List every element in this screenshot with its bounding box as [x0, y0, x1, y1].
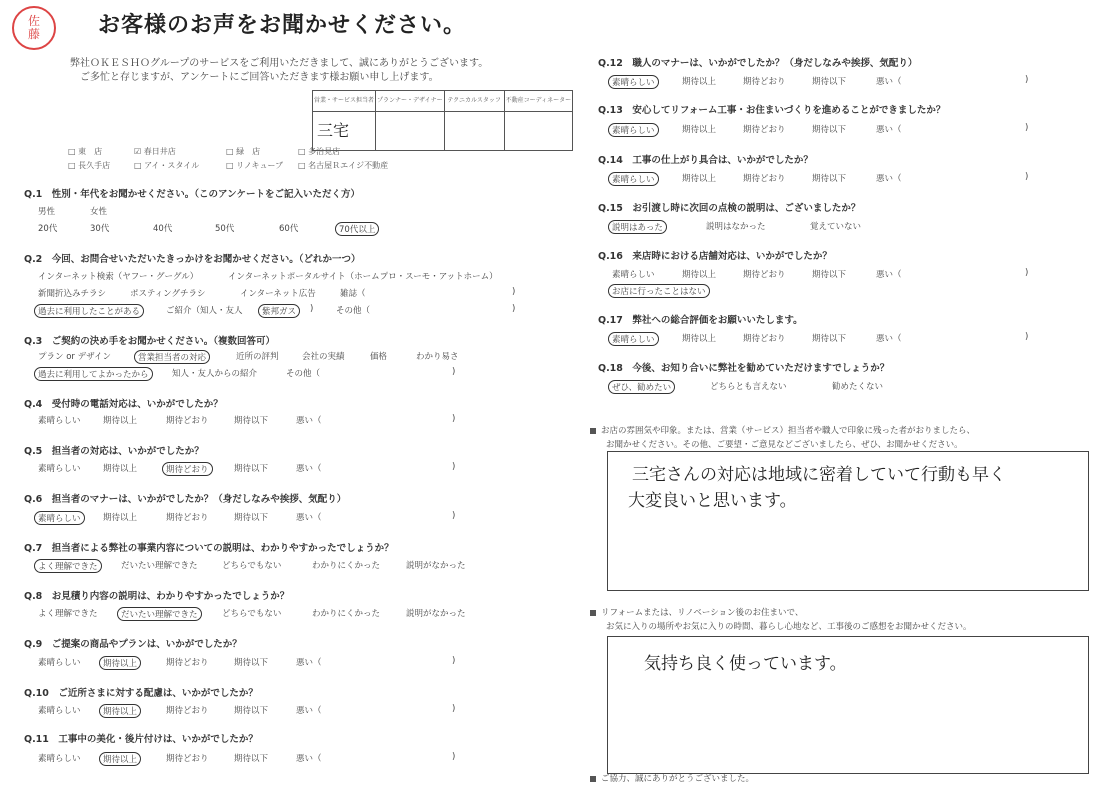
answer-option[interactable]: 女性 [90, 207, 108, 217]
square-bullet-icon [590, 776, 596, 782]
square-bullet-icon [590, 428, 596, 434]
answer-option[interactable]: どちらでもない [222, 561, 282, 571]
question-q18: Q.18 今後、お知り合いに弊社を勧めていただけますでしょうか？ [598, 360, 889, 374]
answer-option[interactable]: 勧めたくない [832, 382, 884, 392]
answer-option[interactable]: その他（ [286, 369, 321, 379]
answer-option[interactable]: 期待以下 [812, 77, 847, 87]
answer-option[interactable]: 悪い（ [296, 658, 322, 668]
selected-option[interactable]: だいたい理解できた [117, 607, 202, 621]
answer-option[interactable]: 期待以下 [234, 416, 269, 426]
answer-option[interactable]: 期待どおり [743, 334, 786, 344]
answer-option[interactable]: 期待以下 [234, 464, 269, 474]
close-paren: ) [452, 462, 456, 472]
answer-option[interactable]: 20代 [38, 224, 58, 234]
answer-option[interactable]: 期待どおり [166, 706, 209, 716]
answer-option[interactable]: 説明がなかった [406, 561, 466, 571]
selected-option[interactable]: 70代以上 [335, 222, 379, 236]
answer-option[interactable]: 悪い（ [296, 464, 322, 474]
selected-option[interactable]: 素晴らしい [608, 75, 659, 89]
question-q9: Q.9 ご提案の商品やプランは、いかがでしたか？ [24, 636, 242, 650]
answer-option[interactable]: 期待以上 [682, 125, 717, 135]
answer-option[interactable]: 期待以下 [234, 513, 269, 523]
close-paren: ) [452, 752, 456, 762]
page-title: お客様のお声をお聞かせください。 [98, 13, 467, 38]
question-q1: Q.1 性別・年代をお聞かせください。（このアンケートをご記入いただく方） [24, 186, 360, 200]
answer-option[interactable]: 会社の実績 [302, 352, 345, 362]
question-q15: Q.15 お引渡し時に次回の点検の説明は、ございましたか？ [598, 200, 860, 214]
close-paren: ) [452, 511, 456, 521]
selected-option[interactable]: よく理解できた [34, 559, 102, 573]
answer-option[interactable]: 期待以下 [234, 706, 269, 716]
question-q16: Q.16 来店時における店舗対応は、いかがでしたか？ [598, 248, 832, 262]
comment2-label-1: リフォームまたは、リノベーション後のお住まいで、 [590, 606, 803, 618]
branch-option[interactable]: □ 緑 店 [226, 147, 261, 156]
answer-option[interactable]: 価格 [370, 352, 388, 362]
close-paren: ) [1025, 172, 1029, 182]
intro-line-1: 弊社ＯＫＥＳＨＯグループのサービスをご利用いただきまして、誠にありがとうございます。 [70, 58, 489, 69]
close-paren: ) [452, 656, 456, 666]
answer-option[interactable]: 50代 [215, 224, 235, 234]
answer-option[interactable]: 男性 [38, 207, 56, 217]
branch-option[interactable]: ☑ 春日井店 [134, 147, 176, 156]
answer-option[interactable]: 悪い（ [876, 270, 902, 280]
selected-option[interactable]: 素晴らしい [608, 332, 659, 346]
answer-option[interactable]: 期待以上 [103, 513, 138, 523]
answer-option[interactable]: 期待以上 [103, 416, 138, 426]
answer-option[interactable]: 覚えていない [810, 222, 862, 232]
branch-option[interactable]: □ アイ・スタイル [134, 161, 200, 170]
answer-option[interactable]: 期待以上 [103, 464, 138, 474]
answer-option[interactable]: わかり易さ [416, 352, 459, 362]
answer-option[interactable]: わかりにくかった [312, 561, 381, 571]
answer-option[interactable]: 期待以上 [682, 174, 717, 184]
answer-option[interactable]: どちらとも言えない [710, 382, 787, 392]
question-q12: Q.12 職人のマナーは、いかがでしたか？（身だしなみや挨拶、気配り） [598, 55, 917, 69]
comment1-answer-line-2: 大変良いと思います。 [628, 491, 797, 511]
selected-option[interactable]: 説明はあった [608, 220, 667, 234]
selected-option[interactable]: お店に行ったことはない [608, 284, 710, 298]
answer-option[interactable]: 悪い（ [876, 125, 902, 135]
answer-option[interactable]: 期待以下 [812, 174, 847, 184]
answer-option[interactable]: 素晴らしい [38, 754, 81, 764]
square-bullet-icon [590, 610, 596, 616]
question-q6: Q.6 担当者のマナーは、いかがでしたか？（身だしなみや挨拶、気配り） [24, 491, 346, 505]
answer-option[interactable]: 期待どおり [166, 513, 209, 523]
answer-option[interactable]: 期待どおり [743, 174, 786, 184]
answer-option[interactable]: 期待以上 [682, 77, 717, 87]
close-paren: ) [452, 704, 456, 714]
answer-option[interactable]: 素晴らしい [38, 658, 81, 668]
answer-option[interactable]: 期待どおり [166, 754, 209, 764]
answer-option[interactable]: ご紹介（知人・友人 [166, 306, 243, 316]
answer-option[interactable]: インターネット検索（ヤフー・グーグル） [38, 272, 199, 282]
comment1-box[interactable] [607, 451, 1089, 591]
selected-option[interactable]: 期待以上 [99, 752, 141, 766]
branch-option[interactable]: □ 東 店 [68, 147, 103, 156]
answer-option[interactable]: 知人・友人からの紹介 [172, 369, 258, 379]
branch-option[interactable]: □ 名古屋Ｒエイジ不動産 [298, 161, 389, 170]
close-paren: ) [1025, 123, 1029, 133]
answer-option[interactable]: 期待どおり [743, 77, 786, 87]
close-paren: ) [1025, 268, 1029, 278]
question-q7: Q.7 担当者による弊社の事業内容についての説明は、わかりやすかったでしょうか？ [24, 540, 394, 554]
answer-option[interactable]: 期待どおり [166, 416, 209, 426]
answer-option[interactable]: 期待以下 [234, 658, 269, 668]
answer-option[interactable]: わかりにくかった [312, 609, 381, 619]
selected-option[interactable]: 素晴らしい [34, 511, 85, 525]
selected-option[interactable]: 過去に利用してよかったから [34, 367, 153, 381]
answer-option[interactable]: 新聞折込みチラシ [38, 289, 107, 299]
answer-option[interactable]: 素晴らしい [612, 270, 655, 280]
answer-option[interactable]: 期待以上 [682, 334, 717, 344]
staff-header: テクニカルスタッフ [444, 91, 504, 112]
answer-option[interactable]: 期待どおり [166, 658, 209, 668]
question-q3: Q.3 ご契約の決め手をお聞かせください。（複数回答可） [24, 333, 275, 347]
question-q17: Q.17 弊社への総合評価をお願いいたします。 [598, 312, 803, 326]
close-paren: ) [1025, 75, 1029, 85]
selected-option[interactable]: 素晴らしい [608, 172, 659, 186]
question-q14: Q.14 工事の仕上がり具合は、いかがでしたか？ [598, 152, 813, 166]
answer-option[interactable]: 期待以下 [812, 125, 847, 135]
staff-header: 不動産コーディネーター [504, 91, 573, 112]
answer-option[interactable]: 悪い（ [296, 416, 322, 426]
comment2-answer-line-1: 気持ち良く使っています。 [644, 654, 847, 674]
seal-stamp: 佐 藤 [12, 6, 56, 50]
close-paren: ) [310, 304, 314, 314]
close-paren: ) [512, 304, 516, 314]
branch-option[interactable]: □ リノキューブ [226, 161, 284, 170]
staff-value[interactable] [444, 112, 504, 151]
answer-option[interactable]: 期待以下 [234, 754, 269, 764]
question-q11: Q.11 工事中の美化・後片付けは、いかがでしたか？ [24, 731, 258, 745]
question-q10: Q.10 ご近所さまに対する配慮は、いかがでしたか？ [24, 685, 258, 699]
question-q5: Q.5 担当者の対応は、いかがでしたか？ [24, 443, 204, 457]
branch-option[interactable]: □ 多治見店 [298, 147, 341, 156]
selected-option[interactable]: 営業担当者の対応 [134, 350, 210, 364]
answer-option[interactable]: 悪い（ [296, 754, 322, 764]
comment2-label-2: お気に入りの場所やお気に入りの時間、暮らし心地など、工事後のご感想をお聞かせください。 [606, 622, 972, 632]
answer-option[interactable]: 期待以下 [812, 270, 847, 280]
answer-option[interactable]: 説明はなかった [706, 222, 766, 232]
answer-option[interactable]: どちらでもない [222, 609, 282, 619]
staff-value[interactable] [504, 112, 573, 151]
selected-option[interactable]: ぜひ、勧めたい [608, 380, 675, 394]
question-q4: Q.4 受付時の電話対応は、いかがでしたか？ [24, 396, 223, 410]
question-q13: Q.13 安心してリフォーム工事・お住まいづくりを進めることができましたか？ [598, 102, 945, 116]
selected-option[interactable]: 期待以上 [99, 704, 141, 718]
comment1-label-1: お店の雰囲気や印象。または、営業（サービス）担当者や職人で印象に残った者がおりましたら、 [590, 424, 975, 436]
close-paren: ) [452, 367, 456, 377]
staff-value[interactable]: 三宅 [313, 112, 376, 151]
answer-option[interactable]: 近所の評判 [236, 352, 279, 362]
comment1-answer-line-1: 三宅さんの対応は地域に密着していて行動も早く [632, 465, 1006, 485]
selected-option[interactable]: 紫邦ガス [258, 304, 300, 318]
answer-option[interactable]: 期待以上 [682, 270, 717, 280]
answer-option[interactable]: 60代 [279, 224, 299, 234]
staff-header: プランナー・デザイナー [376, 91, 445, 112]
comment2-box[interactable] [607, 636, 1089, 774]
staff-table [312, 90, 573, 151]
selected-option[interactable]: 過去に利用したことがある [34, 304, 144, 318]
staff-value[interactable] [376, 112, 445, 151]
answer-option[interactable]: プラン or デザイン [38, 352, 112, 362]
answer-option[interactable]: 40代 [153, 224, 173, 234]
answer-option[interactable]: 素晴らしい [38, 464, 81, 474]
answer-option[interactable]: 悪い（ [296, 706, 322, 716]
question-q2: Q.2 今回、お問合せいただいたきっかけをお聞かせください。（どれか一つ） [24, 251, 361, 265]
answer-option[interactable]: その他（ [336, 306, 371, 316]
answer-option[interactable]: 期待以下 [812, 334, 847, 344]
close-paren: ) [512, 287, 516, 297]
answer-option[interactable]: 雑誌（ [340, 289, 366, 299]
intro-line-2: ご多忙と存じますが、アンケートにご回答いただきます様お願い申し上げます。 [80, 72, 439, 83]
answer-option[interactable]: 悪い（ [876, 334, 902, 344]
selected-option[interactable]: 期待以上 [99, 656, 141, 670]
answer-option[interactable]: 悪い（ [296, 513, 322, 523]
answer-option[interactable]: 説明がなかった [406, 609, 466, 619]
answer-option[interactable]: 悪い（ [876, 174, 902, 184]
answer-option[interactable]: だいたい理解できた [121, 561, 198, 571]
answer-option[interactable]: 期待どおり [743, 270, 786, 280]
selected-option[interactable]: 素晴らしい [608, 123, 659, 137]
close-paren: ) [452, 414, 456, 424]
answer-option[interactable]: 素晴らしい [38, 416, 81, 426]
question-q8: Q.8 お見積り内容の説明は、わかりやすかったでしょうか？ [24, 588, 289, 602]
answer-option[interactable]: 素晴らしい [38, 706, 81, 716]
comment1-label-2: お聞かせください。その他、ご要望・ご意見などございましたら、ぜひ、お聞かせください。 [606, 440, 963, 450]
thanks-message: ご協力、誠にありがとうございました。 [590, 772, 754, 784]
answer-option[interactable]: インターネット広告 [240, 289, 316, 299]
staff-header: 営業・サービス担当者 [313, 91, 376, 112]
answer-option[interactable]: 悪い（ [876, 77, 902, 87]
answer-option[interactable]: よく理解できた [38, 609, 98, 619]
answer-option[interactable]: ポスティングチラシ [130, 289, 206, 299]
answer-option[interactable]: 期待どおり [743, 125, 786, 135]
branch-option[interactable]: □ 長久手店 [68, 161, 111, 170]
selected-option[interactable]: 期待どおり [162, 462, 213, 476]
close-paren: ) [1025, 332, 1029, 342]
answer-option[interactable]: インターネットポータルサイト（ホームプロ・スーモ・アットホーム） [228, 272, 498, 282]
answer-option[interactable]: 30代 [90, 224, 110, 234]
